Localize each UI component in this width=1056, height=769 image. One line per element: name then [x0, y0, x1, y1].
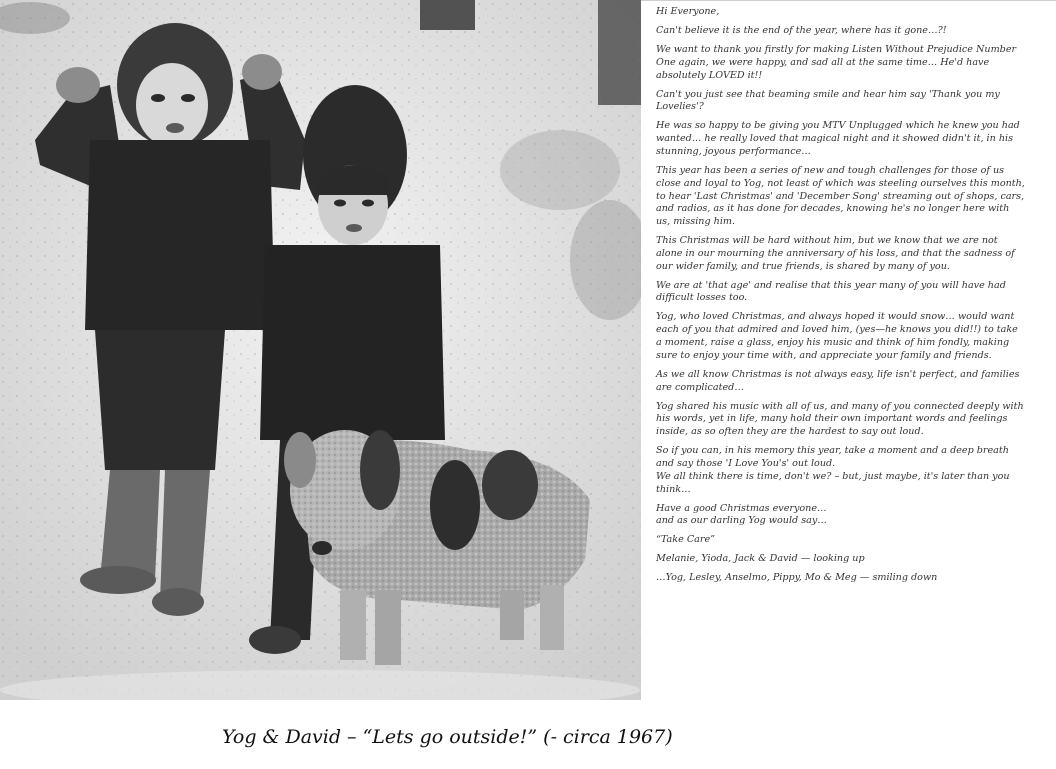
- letter-greeting: Hi Everyone,: [656, 6, 720, 17]
- letter-signature-living: Melanie, Yioda, Jack & David — looking up: [656, 553, 865, 565]
- letter-paragraph: We want to thank you firstly for making Listen Without Prejudice Number One again, we were happy, and sad all at the same time… He'd have absolutely LOVED it!!: [656, 43, 1017, 81]
- letter-signature-departed: …Yog, Lesley, Anselmo, Pippy, Mo & Meg — smiling down: [656, 572, 938, 584]
- letter-paragraph: Can't you just see that beaming smile and hear him say 'Thank you my Lovelies'?: [656, 88, 1000, 113]
- letter-paragraph: Can't believe it is the end of the year, where has it gone…?!: [656, 24, 947, 36]
- letter-paragraph: Yog, who loved Christmas, and always hoped it would snow… would want each of you that admired and loved him, (yes—he knows you did!!) to take a moment, raise a glass, enjoy his music and think of him fondly, making sure to enjoy your time with, and appreciate your family and friends.: [656, 311, 1018, 361]
- letter-paragraph: This year has been a series of new and tough challenges for those of us close and loyal to Yog, not least of which was steeling ourselves this month, to hear 'Last Christmas' and 'December Song' streaming out of shops, cars, and radios, as it has done for decades, knowing he's no longer here with us, missing him.: [656, 164, 1025, 228]
- letter-paragraph: Yog shared his music with all of us, and many of you connected deeply with his words, yet in life, many hold their own important words and feelings inside, as so often they are the hardest to say out loud.: [656, 400, 1024, 438]
- letter-paragraph: So if you can, in his memory this year, take a moment and a deep breath and say those 'I Love You's' out loud. We all think there is time, don't we? – but, just maybe, it's later than you think…: [656, 445, 1010, 495]
- photo-caption: Yog & David – “Lets go outside!” (- circa 1967): [222, 726, 673, 748]
- letter-paragraph: As we all know Christmas is not always easy, life isn't perfect, and families are complicated…: [656, 368, 1020, 393]
- letter-paragraph: He was so happy to be giving you MTV Unplugged which he knew you had wanted… he really loved that magical night and it showed didn't it, in his stunning, joyous performance…: [656, 120, 1020, 157]
- letter-closing: Have a good Christmas everyone… and as our darling Yog would say…: [656, 502, 827, 527]
- letter-paragraph: We are at 'that age' and realise that this year many of you will have had difficult losses too.: [656, 279, 1006, 304]
- letter-paragraph: This Christmas will be hard without him, but we know that we are not alone in our mourning the anniversary of his loss, and that the sadness of our wider family, and true friends, is shared by many of you.: [656, 235, 1015, 272]
- letter-take-care: “Take Care”: [656, 534, 716, 546]
- christmas-letter: [656, 6, 1026, 591]
